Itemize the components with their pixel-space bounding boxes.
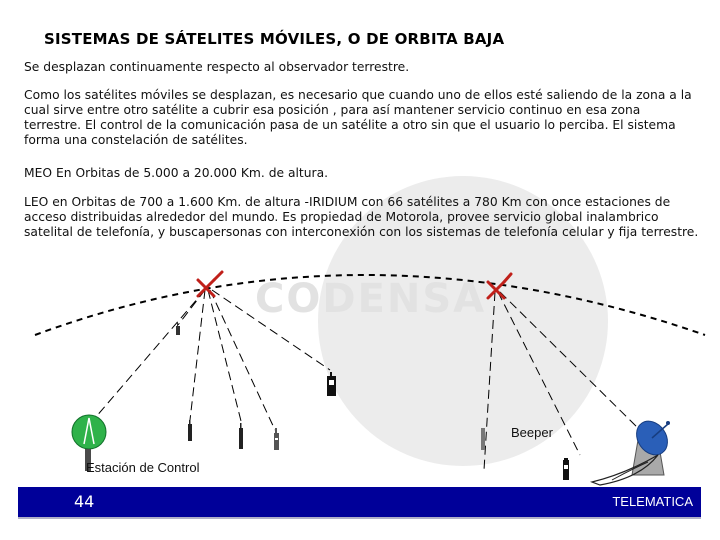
paragraph-handover: Como los satélites móviles se desplazan, es necesario que cuando uno de ellos esté saliendo de la zona a la cual sirve entre otro satélite a cubrir esa posición , para así mantener servicio continuo en esa zona terrestre. El control de la comunicación pasa de un satélite a otro sin que el usuario lo perciba. El sistema forma una constelación de satélites. (24, 88, 692, 147)
footer-title: TELEMATICA (612, 494, 693, 509)
pager-icon (481, 428, 485, 450)
paragraph-leo: LEO en Orbitas de 700 a 1.600 Km. de altura -IRIDIUM con 66 satélites a 780 Km con once estaciones de acceso distribuidas alrededor del mundo. Es propiedad de Motorola, provee servicio global inalambrico satelital de telefonía, y buscapersonas con interconexión con los sistemas de telefonía celular y fija terrestre. (24, 195, 699, 239)
satellite-2-beams (484, 292, 640, 470)
watermark-logo: CODENSA (255, 276, 487, 322)
mobile-phone-icon (274, 428, 279, 450)
beeper-label: Beeper (511, 425, 553, 440)
paragraph-meo: MEO En Orbitas de 5.000 a 20.000 Km. de altura. (24, 166, 329, 180)
satellite-1-beams (95, 290, 330, 430)
orbit-diagram (0, 250, 720, 490)
orbit-path (35, 275, 705, 335)
mobile-phone-icon (327, 372, 336, 396)
paragraph-intro: Se desplazan continuamente respecto al observador terrestre. (24, 60, 410, 74)
slide-title: SISTEMAS DE SÁTELITES MÓVILES, O DE ORBITA BAJA (44, 30, 505, 48)
control-station-label: Estación de Control (86, 460, 200, 475)
mobile-phone-icon (188, 420, 192, 441)
satellite-icon (198, 272, 222, 296)
footer-bar (18, 487, 701, 519)
mobile-phone-icon (563, 458, 569, 480)
mobile-phone-icon (239, 423, 243, 449)
satellite-icon (488, 274, 511, 298)
page-number: 44 (74, 492, 95, 511)
